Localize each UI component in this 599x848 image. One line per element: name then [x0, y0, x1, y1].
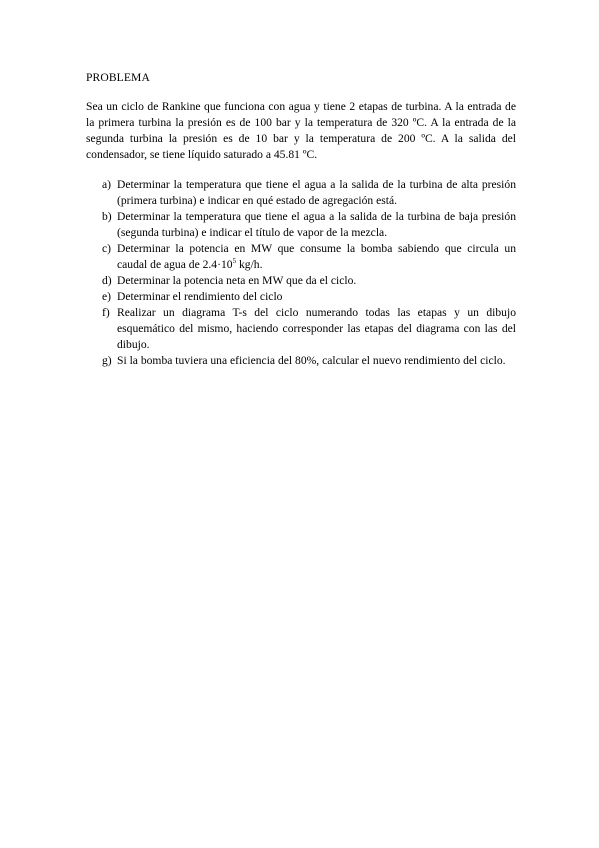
question-marker: g) [102, 354, 112, 367]
question-marker: d) [102, 274, 112, 287]
problem-statement: Sea un ciclo de Rankine que funciona con agua y tiene 2 etapas de turbina. A la entrada de la primera turbina la presión es de 100 bar y la temperatura de 320 ºC. A la entrada de la segunda turbina la presión es de 10 bar y la temperatura de 200 ºC. A la salida del condensador, se tiene líquido saturado a 45.81 ºC. [86, 100, 516, 161]
question-text: Determinar la temperatura que tiene el agua a la salida de la turbina de alta presión (primera turbina) e indicar en qué estado de agregación está. [117, 178, 516, 207]
question-text-after: kg/h. [236, 258, 263, 271]
question-text: Determinar el rendimiento del ciclo [117, 290, 283, 303]
question-marker: b) [102, 210, 112, 223]
problem-title: PROBLEMA [86, 71, 150, 84]
question-text: Si la bomba tuviera una eficiencia del 80%, calcular el nuevo rendimiento del ciclo. [117, 354, 506, 367]
question-marker: c) [102, 242, 112, 255]
question-d [86, 273, 516, 289]
question-text: Realizar un diagrama T-s del ciclo numerando todas las etapas y un dibujo esquemático del mismo, haciendo corresponder las etapas del diagrama con las del dibujo. [117, 306, 516, 351]
document-page [86, 70, 516, 369]
question-a [86, 177, 516, 209]
question-text: Determinar la temperatura que tiene el agua a la salida de la turbina de baja presión (segunda turbina) e indicar el título de vapor de la mezcla. [117, 210, 516, 239]
question-marker: e) [102, 290, 112, 303]
question-c [86, 241, 516, 273]
question-marker: f) [102, 306, 110, 319]
question-g [86, 353, 516, 369]
question-text-before: Determinar la potencia en MW que consume la bomba sabiendo que circula un caudal de agua de 2.4·10 [117, 242, 516, 271]
exponent: 5 [232, 257, 237, 265]
question-b [86, 209, 516, 241]
question-f [86, 305, 516, 353]
question-e [86, 289, 516, 305]
question-list [86, 177, 516, 369]
question-marker: a) [102, 178, 112, 191]
question-text: Determinar la potencia neta en MW que da el ciclo. [117, 274, 357, 287]
